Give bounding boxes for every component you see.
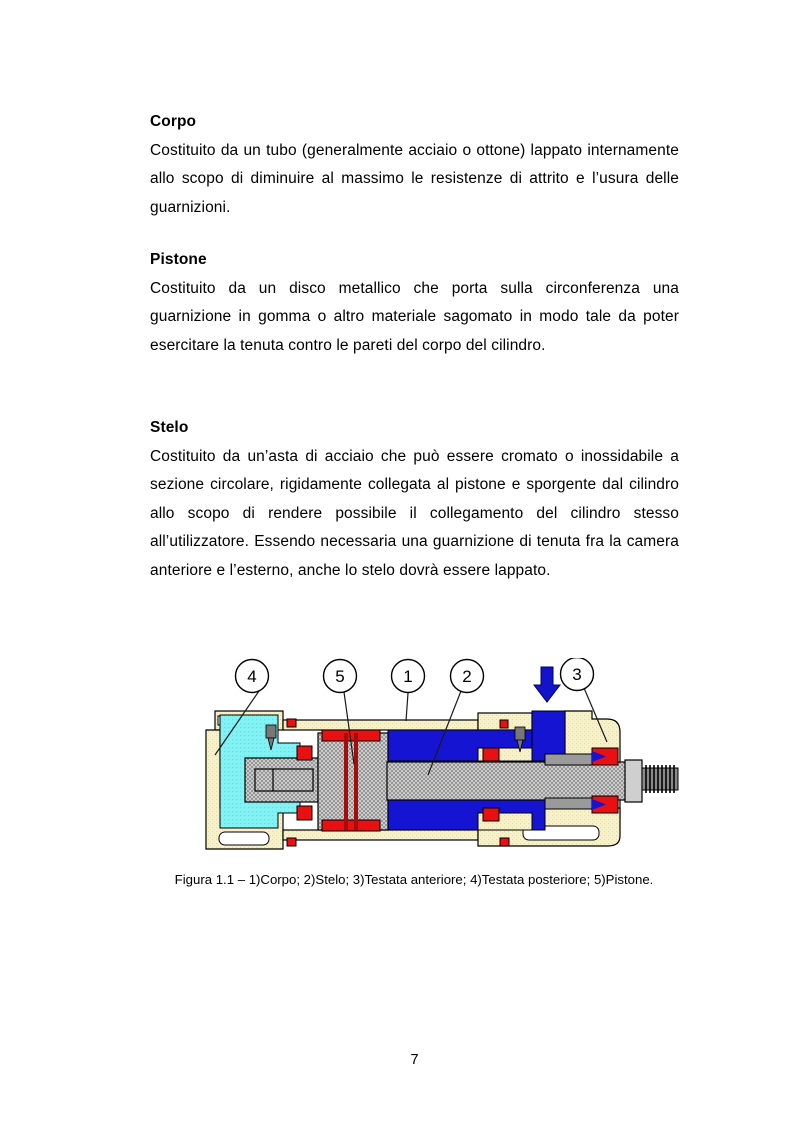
svg-text:1: 1 (403, 667, 413, 686)
rod-thread (642, 765, 678, 793)
section-stelo (150, 414, 679, 585)
paragraph-pistone: Costituito da un disco metallico che porta sulla circonferenza una guarnizione in gomma o altro materiale sagomato in modo tale da poter esercitare la tenuta contro le pareti del corpo del cilindro. (150, 279, 679, 354)
callout-3 (561, 658, 594, 691)
figure-caption: Figura 1.1 – 1)Corpo; 2)Stelo; 3)Testata anteriore; 4)Testata posteriore; 5)Pistone. (174, 872, 654, 887)
callout-2 (451, 660, 484, 693)
svg-text:3: 3 (572, 665, 582, 684)
heading-corpo: Corpo (150, 113, 197, 130)
rod-shaft (387, 762, 627, 800)
svg-text:4: 4 (247, 667, 257, 686)
figure-pneumatic-cylinder-cross-section (155, 658, 725, 863)
cylinder-diagram (155, 658, 725, 863)
callout-5 (324, 660, 357, 693)
piston-seal-bottom (322, 820, 380, 831)
section-pistone (150, 246, 679, 360)
paragraph-stelo: Costituito da un’asta di acciaio che può essere cromato o inossidabile a sezione circolare, rigidamente collegata al pistone e sporgente dal cilindro allo scopo di rendere possibile il collegamento del cilindro stesso all’utilizzatore. Essendo necessaria una guarnizione di tenuta fra la camera anteriore e l’esterno, anche lo stelo dovrà essere lappato. (150, 447, 679, 579)
rod-back-end (245, 758, 318, 802)
callout-4 (236, 660, 269, 693)
heading-stelo: Stelo (150, 419, 189, 436)
piston-body (318, 733, 388, 830)
page-number: 7 (410, 1052, 419, 1068)
heading-pistone: Pistone (150, 251, 207, 268)
paragraph-corpo: Costituito da un tubo (generalmente acciaio o ottone) lappato internamente allo scopo di diminuire al massimo le resistenze di attrito e l’usura delle guarnizioni. (150, 141, 679, 216)
callout-1 (392, 660, 425, 693)
rod-end-collar (625, 760, 642, 802)
section-corpo (150, 108, 679, 222)
svg-text:2: 2 (462, 667, 472, 686)
svg-text:5: 5 (335, 667, 345, 686)
